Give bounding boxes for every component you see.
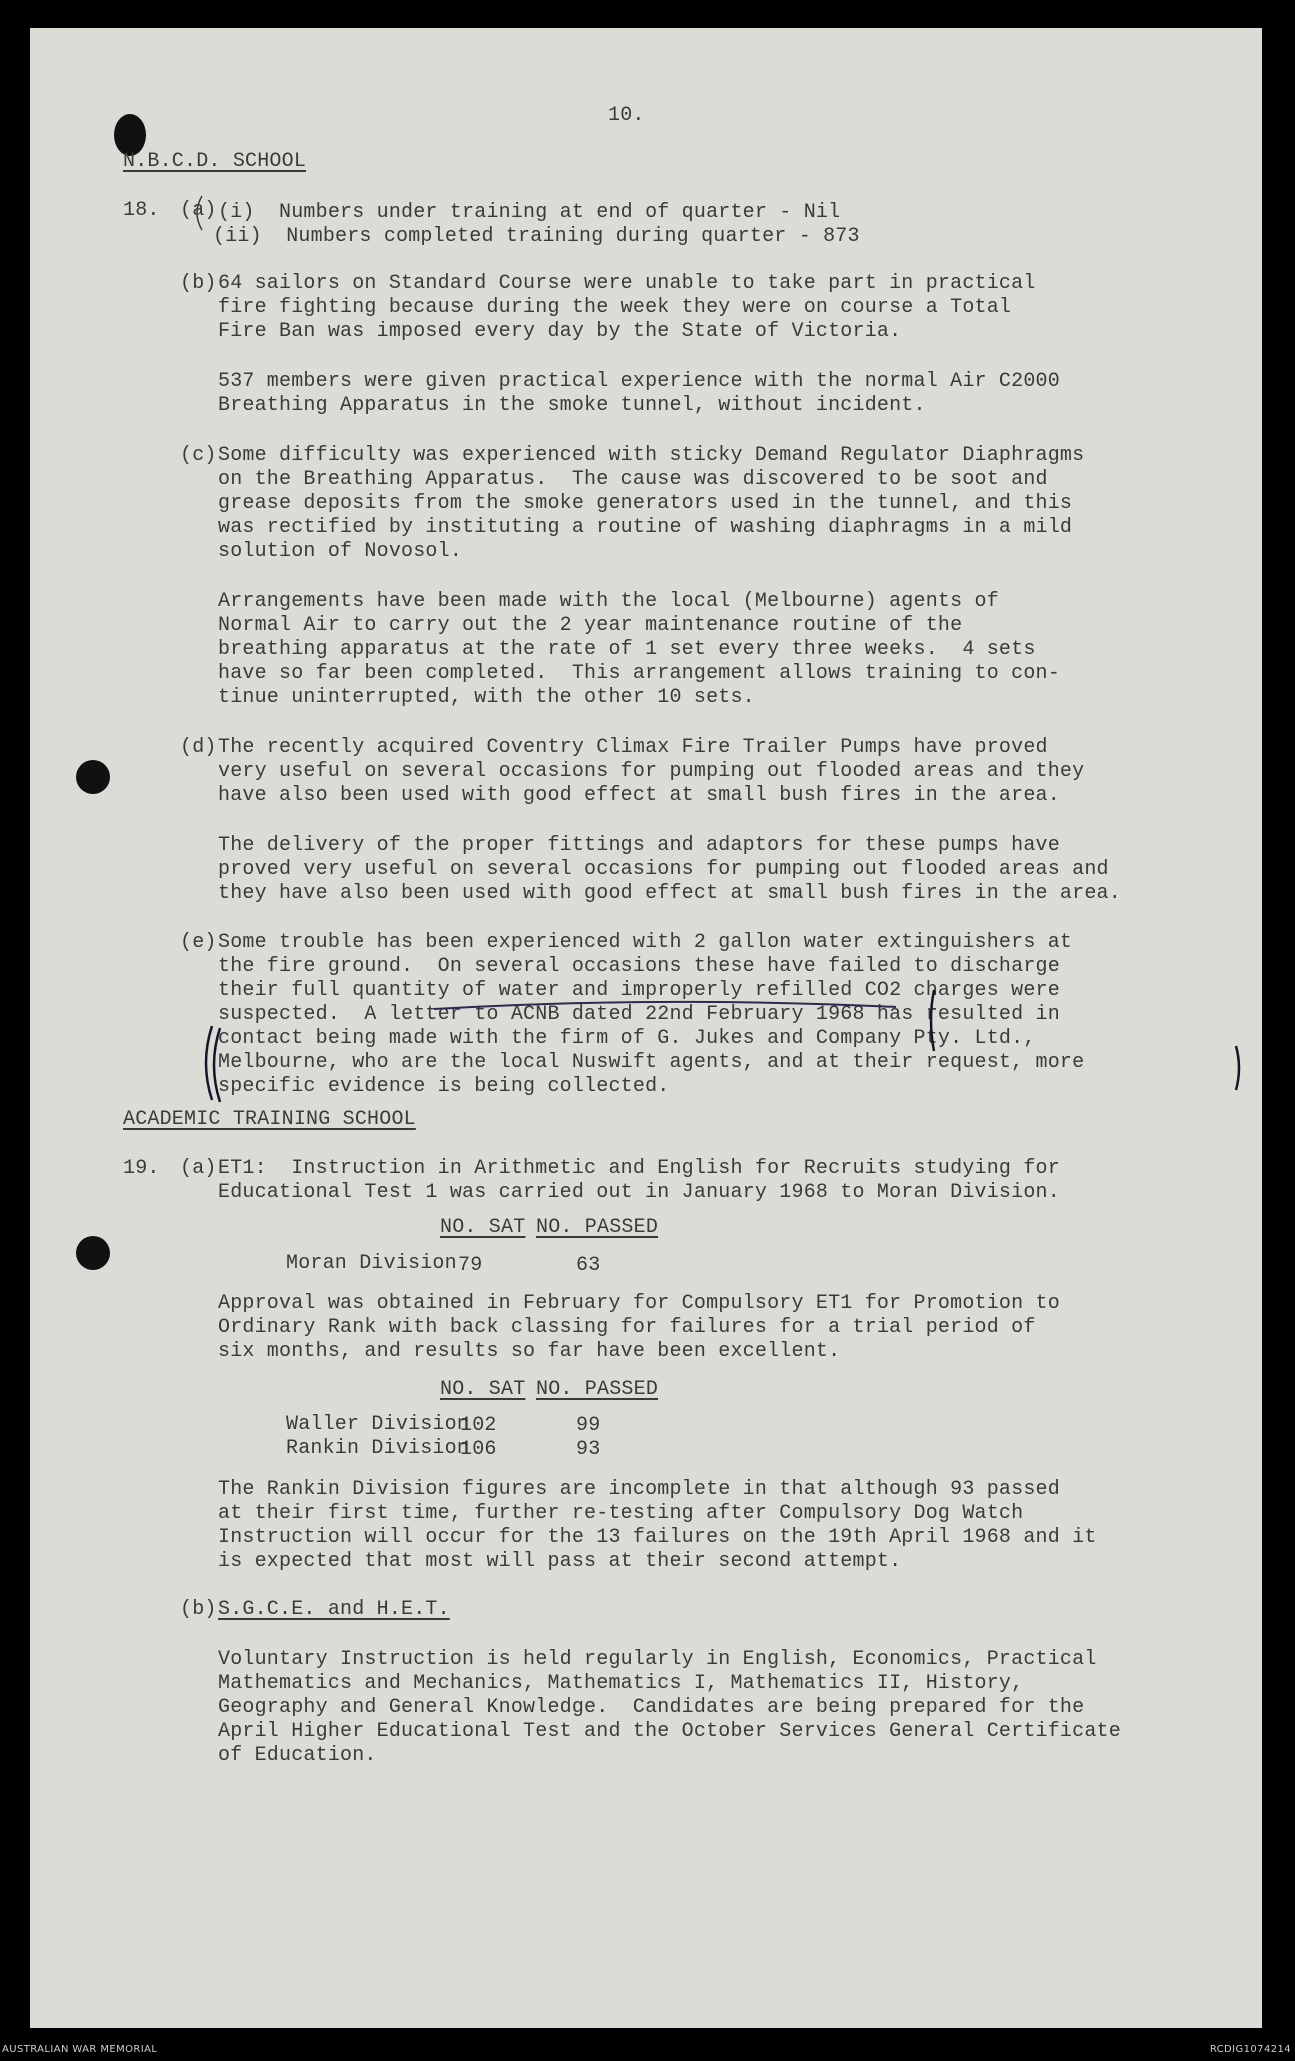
body-line: Breathing Apparatus in the smoke tunnel, without incident.	[218, 394, 926, 417]
pen-bracket	[1236, 1046, 1239, 1090]
page-number: 10.	[608, 104, 645, 127]
body-line: Some difficulty was experienced with sticky Demand Regulator Diaphragms	[218, 444, 1085, 467]
item-letter: (c)	[180, 444, 217, 467]
body-line: six months, and results so far have been excellent.	[218, 1340, 841, 1363]
item-letter: (e)	[180, 931, 217, 954]
table-division: Rankin Division	[286, 1437, 470, 1460]
body-line: April Higher Educational Test and the October Services General Certificate	[218, 1720, 1121, 1743]
pen-underline	[434, 1002, 896, 1009]
body-line: Instruction will occur for the 13 failures on the 19th April 1968 and it	[218, 1526, 1097, 1549]
body-line: Approval was obtained in February for Compulsory ET1 for Promotion to	[218, 1292, 1060, 1315]
document-page	[30, 28, 1262, 2028]
body-line: grease deposits from the smoke generators used in the tunnel, and this	[218, 492, 1073, 515]
body-line: have so far been completed. This arrangement allows training to con-	[218, 662, 1060, 685]
body-line: Mathematics and Mechanics, Mathematics I, Mathematics II, History,	[218, 1672, 1024, 1695]
body-line: contact being made with the firm of G. Jukes and Company Pty. Ltd.,	[218, 1027, 1036, 1050]
body-line: proved very useful on several occasions for pumping out flooded areas and	[218, 858, 1109, 881]
body-line: Voluntary Instruction is held regularly in English, Economics, Practical	[218, 1648, 1097, 1671]
body-line: breathing apparatus at the rate of 1 set every three weeks. 4 sets	[218, 638, 1036, 661]
body-line: specific evidence is being collected.	[218, 1075, 670, 1098]
body-line: 537 members were given practical experience with the normal Air C2000	[218, 370, 1060, 393]
body-line: is expected that most will pass at their second attempt.	[218, 1550, 902, 1573]
body-line: their full quantity of water and improperly refilled CO2 charges were	[218, 979, 1060, 1002]
body-line: on the Breathing Apparatus. The cause was discovered to be soot and	[218, 468, 1048, 491]
item-letter: (a)	[180, 1157, 217, 1180]
table-header-passed: NO. PASSED	[536, 1378, 659, 1401]
paragraph-number: 19.	[123, 1157, 160, 1180]
body-line: they have also been used with good effect at small bush fires in the area.	[218, 882, 1121, 905]
table-sat-value: 106	[460, 1438, 497, 1461]
item-letter: (a)	[180, 199, 217, 222]
table-passed-value: 93	[576, 1438, 601, 1461]
pen-bracket	[931, 990, 934, 1051]
body-line: of Education.	[218, 1744, 377, 1767]
body-line: The Rankin Division figures are incomplete in that although 93 passed	[218, 1478, 1060, 1501]
table-header-sat: NO. SAT	[440, 1378, 526, 1401]
body-line: tinue uninterrupted, with the other 10 sets.	[218, 686, 755, 709]
body-line: Ordinary Rank with back classing for failures for a trial period of	[218, 1316, 1036, 1339]
body-line: Arrangements have been made with the local (Melbourne) agents of	[218, 590, 999, 613]
body-line: suspected. A letter to ACNB dated 22nd February 1968 has resulted in	[218, 1003, 1060, 1026]
table-passed-value: 99	[576, 1414, 601, 1437]
paragraph-number: 18.	[123, 199, 160, 222]
body-line: Educational Test 1 was carried out in January 1968 to Moran Division.	[218, 1181, 1060, 1204]
item-letter: (b)	[180, 272, 217, 295]
table-division: Waller Division	[286, 1413, 470, 1436]
footer-right: RCDIG1074214	[1209, 2044, 1291, 2055]
body-line: Fire Ban was imposed every day by the State of Victoria.	[218, 320, 902, 343]
body-line: the fire ground. On several occasions these have failed to discharge	[218, 955, 1060, 978]
body-line: The delivery of the proper fittings and adaptors for these pumps have	[218, 834, 1060, 857]
table-sat-value: 102	[460, 1414, 497, 1437]
pen-bracket	[214, 1028, 220, 1102]
table-passed-value: 63	[576, 1254, 601, 1277]
nbcd-school-heading: N.B.C.D. SCHOOL	[123, 150, 307, 173]
subsection-heading: S.G.C.E. and H.E.T.	[218, 1598, 450, 1621]
body-line: solution of Novosol.	[218, 540, 463, 563]
body-line: very useful on several occasions for pumping out flooded areas and they	[218, 760, 1085, 783]
body-line: ET1: Instruction in Arithmetic and English for Recruits studying for	[218, 1157, 1060, 1180]
bracket-mark	[197, 196, 202, 230]
body-line: Geography and General Knowledge. Candidates are being prepared for the	[218, 1696, 1085, 1719]
body-line: at their first time, further re-testing after Compulsory Dog Watch	[218, 1502, 1024, 1525]
body-line: have also been used with good effect at small bush fires in the area.	[218, 784, 1060, 807]
pen-bracket	[206, 1026, 212, 1100]
body-line: 64 sailors on Standard Course were unable to take part in practical	[218, 272, 1036, 295]
table-division: Moran Division	[286, 1252, 457, 1275]
body-line: Some trouble has been experienced with 2 gallon water extinguishers at	[218, 931, 1073, 954]
handwritten-annotations	[30, 28, 1262, 2028]
item-letter: (b)	[180, 1598, 217, 1621]
footer-left: AUSTRALIAN WAR MEMORIAL	[2, 2044, 158, 2055]
body-line: Melbourne, who are the local Nuswift agents, and at their request, more	[218, 1051, 1085, 1074]
academic-school-heading: ACADEMIC TRAINING SCHOOL	[123, 1108, 416, 1131]
training-numbers-line: (i) Numbers under training at end of quarter - Nil	[218, 201, 841, 224]
table-header-passed: NO. PASSED	[536, 1216, 659, 1239]
body-line: fire fighting because during the week they were on course a Total	[218, 296, 1012, 319]
training-numbers-line: (ii) Numbers completed training during quarter - 873	[213, 225, 860, 248]
body-line: Normal Air to carry out the 2 year maintenance routine of the	[218, 614, 963, 637]
table-header-sat: NO. SAT	[440, 1216, 526, 1239]
body-line: The recently acquired Coventry Climax Fire Trailer Pumps have proved	[218, 736, 1048, 759]
table-sat-value: 79	[458, 1254, 483, 1277]
item-letter: (d)	[180, 736, 217, 759]
body-line: was rectified by instituting a routine of washing diaphragms in a mild	[218, 516, 1073, 539]
